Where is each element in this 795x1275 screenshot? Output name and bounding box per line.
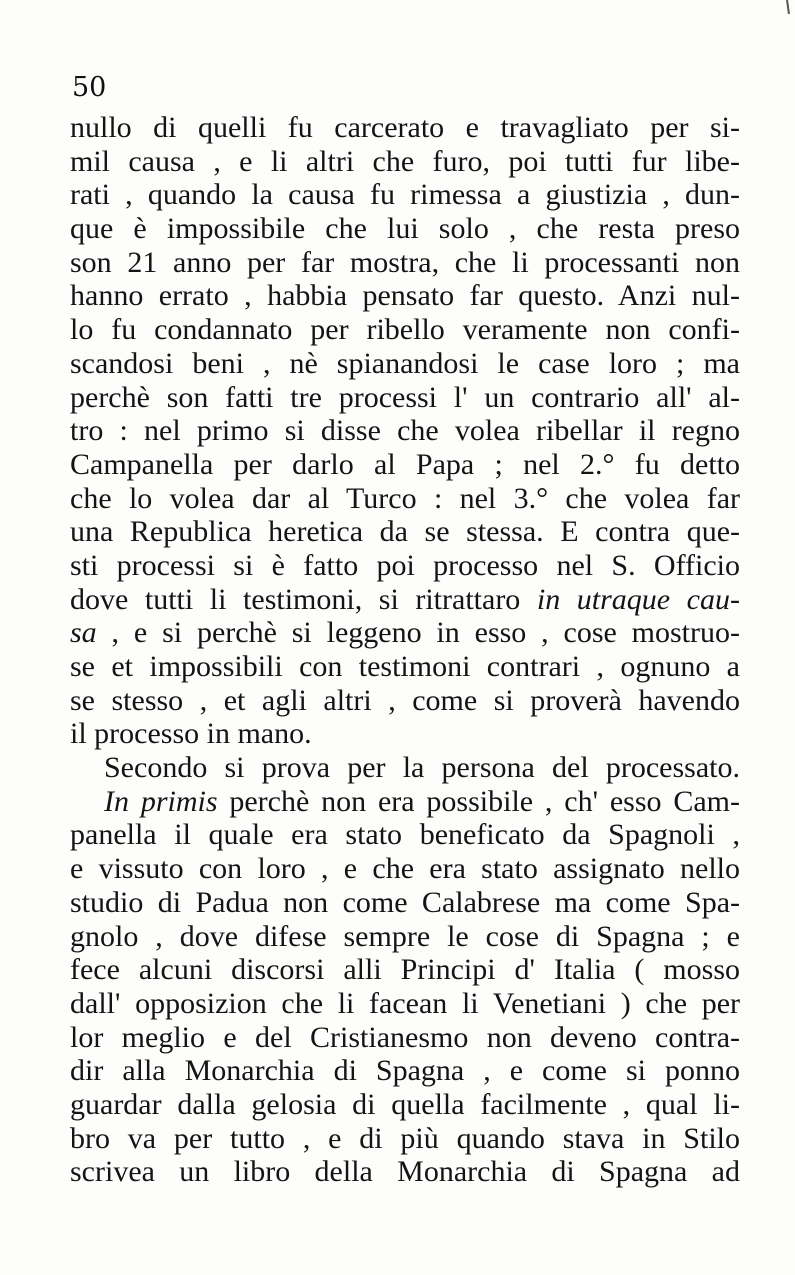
line-text: tro : nel primo si disse che volea ribellar il regno <box>70 414 740 448</box>
text-line <box>70 953 740 987</box>
text-line <box>70 852 740 886</box>
text-line <box>70 347 740 381</box>
text-line <box>70 684 740 718</box>
line-text: Secondo si prova per la persona del processato. <box>104 751 740 785</box>
line-text: gnolo , dove difese sempre le cose di Spagna ; e <box>70 919 740 953</box>
line-text: perchè son fatti tre processi l' un contrario all' al- <box>70 380 740 414</box>
line-text: il processo in mano. <box>70 717 312 751</box>
text-line <box>70 886 740 920</box>
text-line <box>70 785 740 819</box>
text-line <box>70 1155 740 1189</box>
text-line <box>70 414 740 448</box>
text-line <box>70 111 740 145</box>
text-line <box>70 515 740 549</box>
line-text: bro va per tutto , e di più quando stava in Stilo <box>70 1121 740 1155</box>
line-text: se et impossibili con testimoni contrari , ognuno a <box>70 650 740 683</box>
text-line <box>70 549 740 583</box>
body-text <box>70 111 740 1189</box>
text-line <box>70 381 740 415</box>
line-text: mil causa , e li altri che furo, poi tutti fur libe- <box>70 144 740 178</box>
text-line <box>70 1021 740 1055</box>
line-text: che lo volea dar al Turco : nel 3.° che volea far <box>70 481 740 515</box>
italic-phrase: in utraque cau- <box>536 582 740 616</box>
text-line <box>70 650 740 684</box>
line-text: studio di Padua non come Calabrese ma come Spa- <box>70 885 740 919</box>
line-text: se stesso , et agli altri , come si proverà havendo <box>70 683 740 717</box>
page-number: 50 <box>72 72 107 103</box>
text-line <box>70 482 740 516</box>
line-text: hanno errato , habbia pensato far questo. Anzi nul- <box>70 279 740 313</box>
line-text: lor meglio e del Cristianesmo non deveno contra- <box>70 1020 740 1054</box>
italic-phrase: sa <box>70 616 97 650</box>
line-text: dove tutti li testimoni, si ritrattaro <box>70 582 537 616</box>
line-text: Campanella per darlo al Papa ; nel 2.° fu detto <box>70 447 740 481</box>
line-text: lo fu condannato per ribello veramente non confi- <box>70 313 740 347</box>
text-line <box>70 583 740 617</box>
line-text: , e si perchè si leggeno in esso , cose mostruo- <box>96 616 740 650</box>
line-text: que è impossibile che lui solo , che resta preso <box>70 212 740 246</box>
text-line <box>70 145 740 179</box>
text-line <box>70 279 740 313</box>
italic-phrase: In primis <box>104 784 218 818</box>
line-text: perchè non era possibile , ch' esso Cam- <box>217 784 740 818</box>
text-line <box>70 751 740 785</box>
text-line <box>70 1088 740 1122</box>
text-line <box>70 616 740 650</box>
line-text: rati , quando la causa fu rimessa a giustizia , dun- <box>70 178 740 212</box>
text-line <box>70 313 740 347</box>
line-text: dall' opposizion che li facean li Venetiani ) che per <box>70 986 740 1020</box>
text-line <box>70 448 740 482</box>
line-text: guardar dalla gelosia di quella facilmente , qual li- <box>70 1087 740 1121</box>
line-text: una Republica heretica da se stessa. E contra que- <box>70 515 740 549</box>
line-text: scrivea un libro della Monarchia di Spagna ad <box>70 1155 740 1189</box>
line-text: fece alcuni discorsi alli Principi d' Italia ( mosso <box>70 953 740 987</box>
line-text: dir alla Monarchia di Spagna , e come si ponno <box>70 1054 740 1088</box>
text-line <box>70 246 740 280</box>
text-line <box>70 920 740 954</box>
line-text: son 21 anno per far mostra, che li processanti non <box>70 245 740 279</box>
text-line <box>70 717 740 751</box>
text-line <box>70 178 740 212</box>
line-text: e vissuto con loro , e che era stato assignato nello <box>70 852 740 886</box>
text-line <box>70 1122 740 1156</box>
text-line <box>70 1054 740 1088</box>
text-line <box>70 987 740 1021</box>
line-text: scandosi beni , nè spianandosi le case loro ; ma <box>70 346 740 380</box>
text-line <box>70 212 740 246</box>
page-corner-mark <box>786 0 790 14</box>
line-text: sti processi si è fatto poi processo nel S. Officio <box>70 548 740 582</box>
line-text: panella il quale era stato beneficato da Spagnoli , <box>70 818 740 852</box>
line-text: nullo di quelli fu carcerato e travagliato per si- <box>70 111 740 144</box>
text-line <box>70 818 740 852</box>
